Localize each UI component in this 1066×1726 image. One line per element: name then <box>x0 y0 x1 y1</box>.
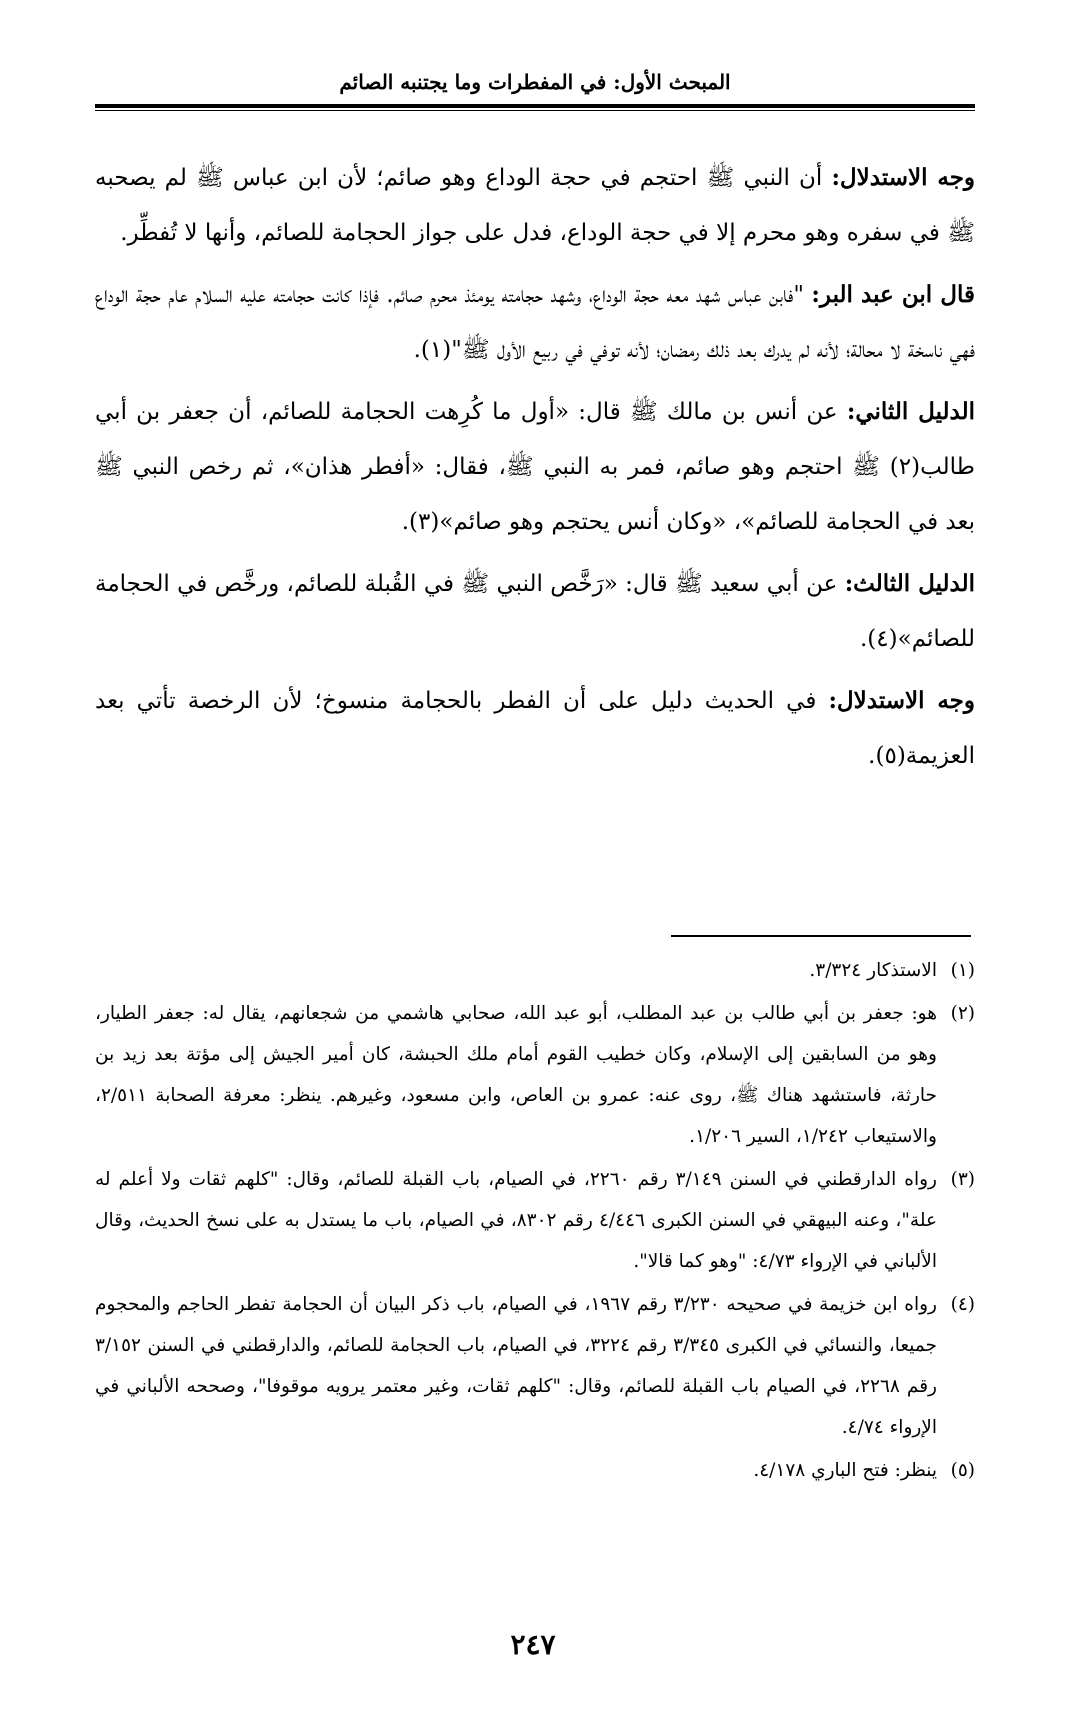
paragraph-3-lead: الدليل الثاني: <box>846 398 975 425</box>
footnote-3 <box>95 1159 975 1282</box>
footnote-text: رواه ابن خزيمة في صحيحه ٣/٢٣٠ رقم ١٩٦٧، في الصيام، باب ذكر البيان أن الحجامة تفطر الحاجم والمحجوم جميعا، والنسائي في الكبرى ٣/٣٤٥ رقم ٣٢٢٤، في الصيام، باب الحجامة للصائم، والدارقطني في السنن ٣/١٥٢ رقم ٢٢٦٨، في الصيام باب القبلة للصائم، وقال: "كلهم ثقات، وغير معتمر يرويه موقوفا"، وصححه الألباني في الإرواء ٤/٧٤. <box>95 1294 937 1438</box>
footnote-number: (٢) <box>950 1003 975 1024</box>
footnote-4 <box>95 1284 975 1448</box>
paragraph-4 <box>95 556 975 667</box>
paragraph-1 <box>95 150 975 261</box>
header-divider <box>95 104 975 111</box>
footnote-number: (٥) <box>950 1460 975 1481</box>
main-text <box>95 150 975 790</box>
paragraph-5-lead: وجه الاستدلال: <box>828 687 976 714</box>
paragraph-2-text: "فابن عباس شهد معه حجة الوداع، وشهد حجامته يومئذ محرم صائم. فإذا كانت حجامته عليه السلام عام حجة الوداع فهي ناسخة لا محالة؛ لأنه لم يدرك بعد ذلك رمضان؛ لأنه توفي في ربيع الأول ﷺ"(١). <box>95 282 975 363</box>
footnote-number: (١) <box>950 960 975 981</box>
paragraph-4-lead: الدليل الثالث: <box>844 570 975 597</box>
paragraph-5 <box>95 673 975 784</box>
footnote-text: رواه الدارقطني في السنن ٣/١٤٩ رقم ٢٢٦٠، في الصيام، باب القبلة للصائم، وقال: "كلهم ثقات ولا أعلم له علة"، وعنه البيهقي في السنن الكبرى ٤/٤٤٦ رقم ٨٣٠٢، في الصيام، باب ما يستدل به على نسخ الحديث، وقال الألباني في الإرواء ٤/٧٣: "وهو كما قالا". <box>95 1169 937 1272</box>
paragraph-2-lead: قال ابن عبد البر: <box>811 281 976 308</box>
footnote-text: ينظر: فتح الباري ٤/١٧٨. <box>753 1460 937 1481</box>
footnote-separator <box>671 935 971 937</box>
footnotes <box>95 950 975 1493</box>
paragraph-3 <box>95 384 975 550</box>
footnote-number: (٣) <box>950 1169 975 1190</box>
footnote-number: (٤) <box>950 1294 975 1315</box>
footnote-2 <box>95 993 975 1157</box>
paragraph-5-text: في الحديث دليل على أن الفطر بالحجامة منسوخ؛ لأن الرخصة تأتي بعد العزيمة(٥). <box>95 688 975 769</box>
running-header: المبحث الأول: في المفطرات وما يجتنبه الصائم <box>339 70 731 94</box>
paragraph-3-text: عن أنس بن مالك ﷺ قال: «أول ما كُرِهت الحجامة للصائم، أن جعفر بن أبي طالب(٢) ﷺ احتجم وهو صائم، فمر به النبي ﷺ، فقال: «أفطر هذان»، ثم رخص النبي ﷺ بعد في الحجامة للصائم»، «وكان أنس يحتجم وهو صائم»(٣). <box>95 399 975 535</box>
footnote-1 <box>95 950 975 991</box>
paragraph-2 <box>95 267 975 378</box>
page-number: ٢٤٧ <box>510 1628 556 1661</box>
footnote-5 <box>95 1450 975 1491</box>
footnote-text: هو: جعفر بن أبي طالب بن عبد المطلب، أبو عبد الله، صحابي هاشمي من شجعانهم، يقال له: جعفر الطيار، وهو من السابقين إلى الإسلام، وكان خطيب القوم أمام ملك الحبشة، كان أمير الجيش إلى مؤتة بعد زيد بن حارثة، فاستشهد هناك ﷺ، روى عنه: عمرو بن العاص، وابن مسعود، وغيرهم. ينظر: معرفة الصحابة ٢/٥١١، والاستيعاب ١/٢٤٢، السير ١/٢٠٦. <box>95 1003 937 1147</box>
footnote-text: الاستذكار ٣/٣٢٤. <box>809 960 937 981</box>
paragraph-1-text: أن النبي ﷺ احتجم في حجة الوداع وهو صائم؛ لأن ابن عباس ﷺ لم يصحبه ﷺ في سفره وهو محرم إلا في حجة الوداع، فدل على جواز الحجامة للصائم، وأنها لا تُفطِّر. <box>95 165 975 246</box>
paragraph-4-text: عن أبي سعيد ﷺ قال: «رَخَّص النبي ﷺ في القُبلة للصائم، ورخَّص في الحجامة للصائم»(٤). <box>95 571 975 652</box>
paragraph-1-lead: وجه الاستدلال: <box>831 164 976 191</box>
